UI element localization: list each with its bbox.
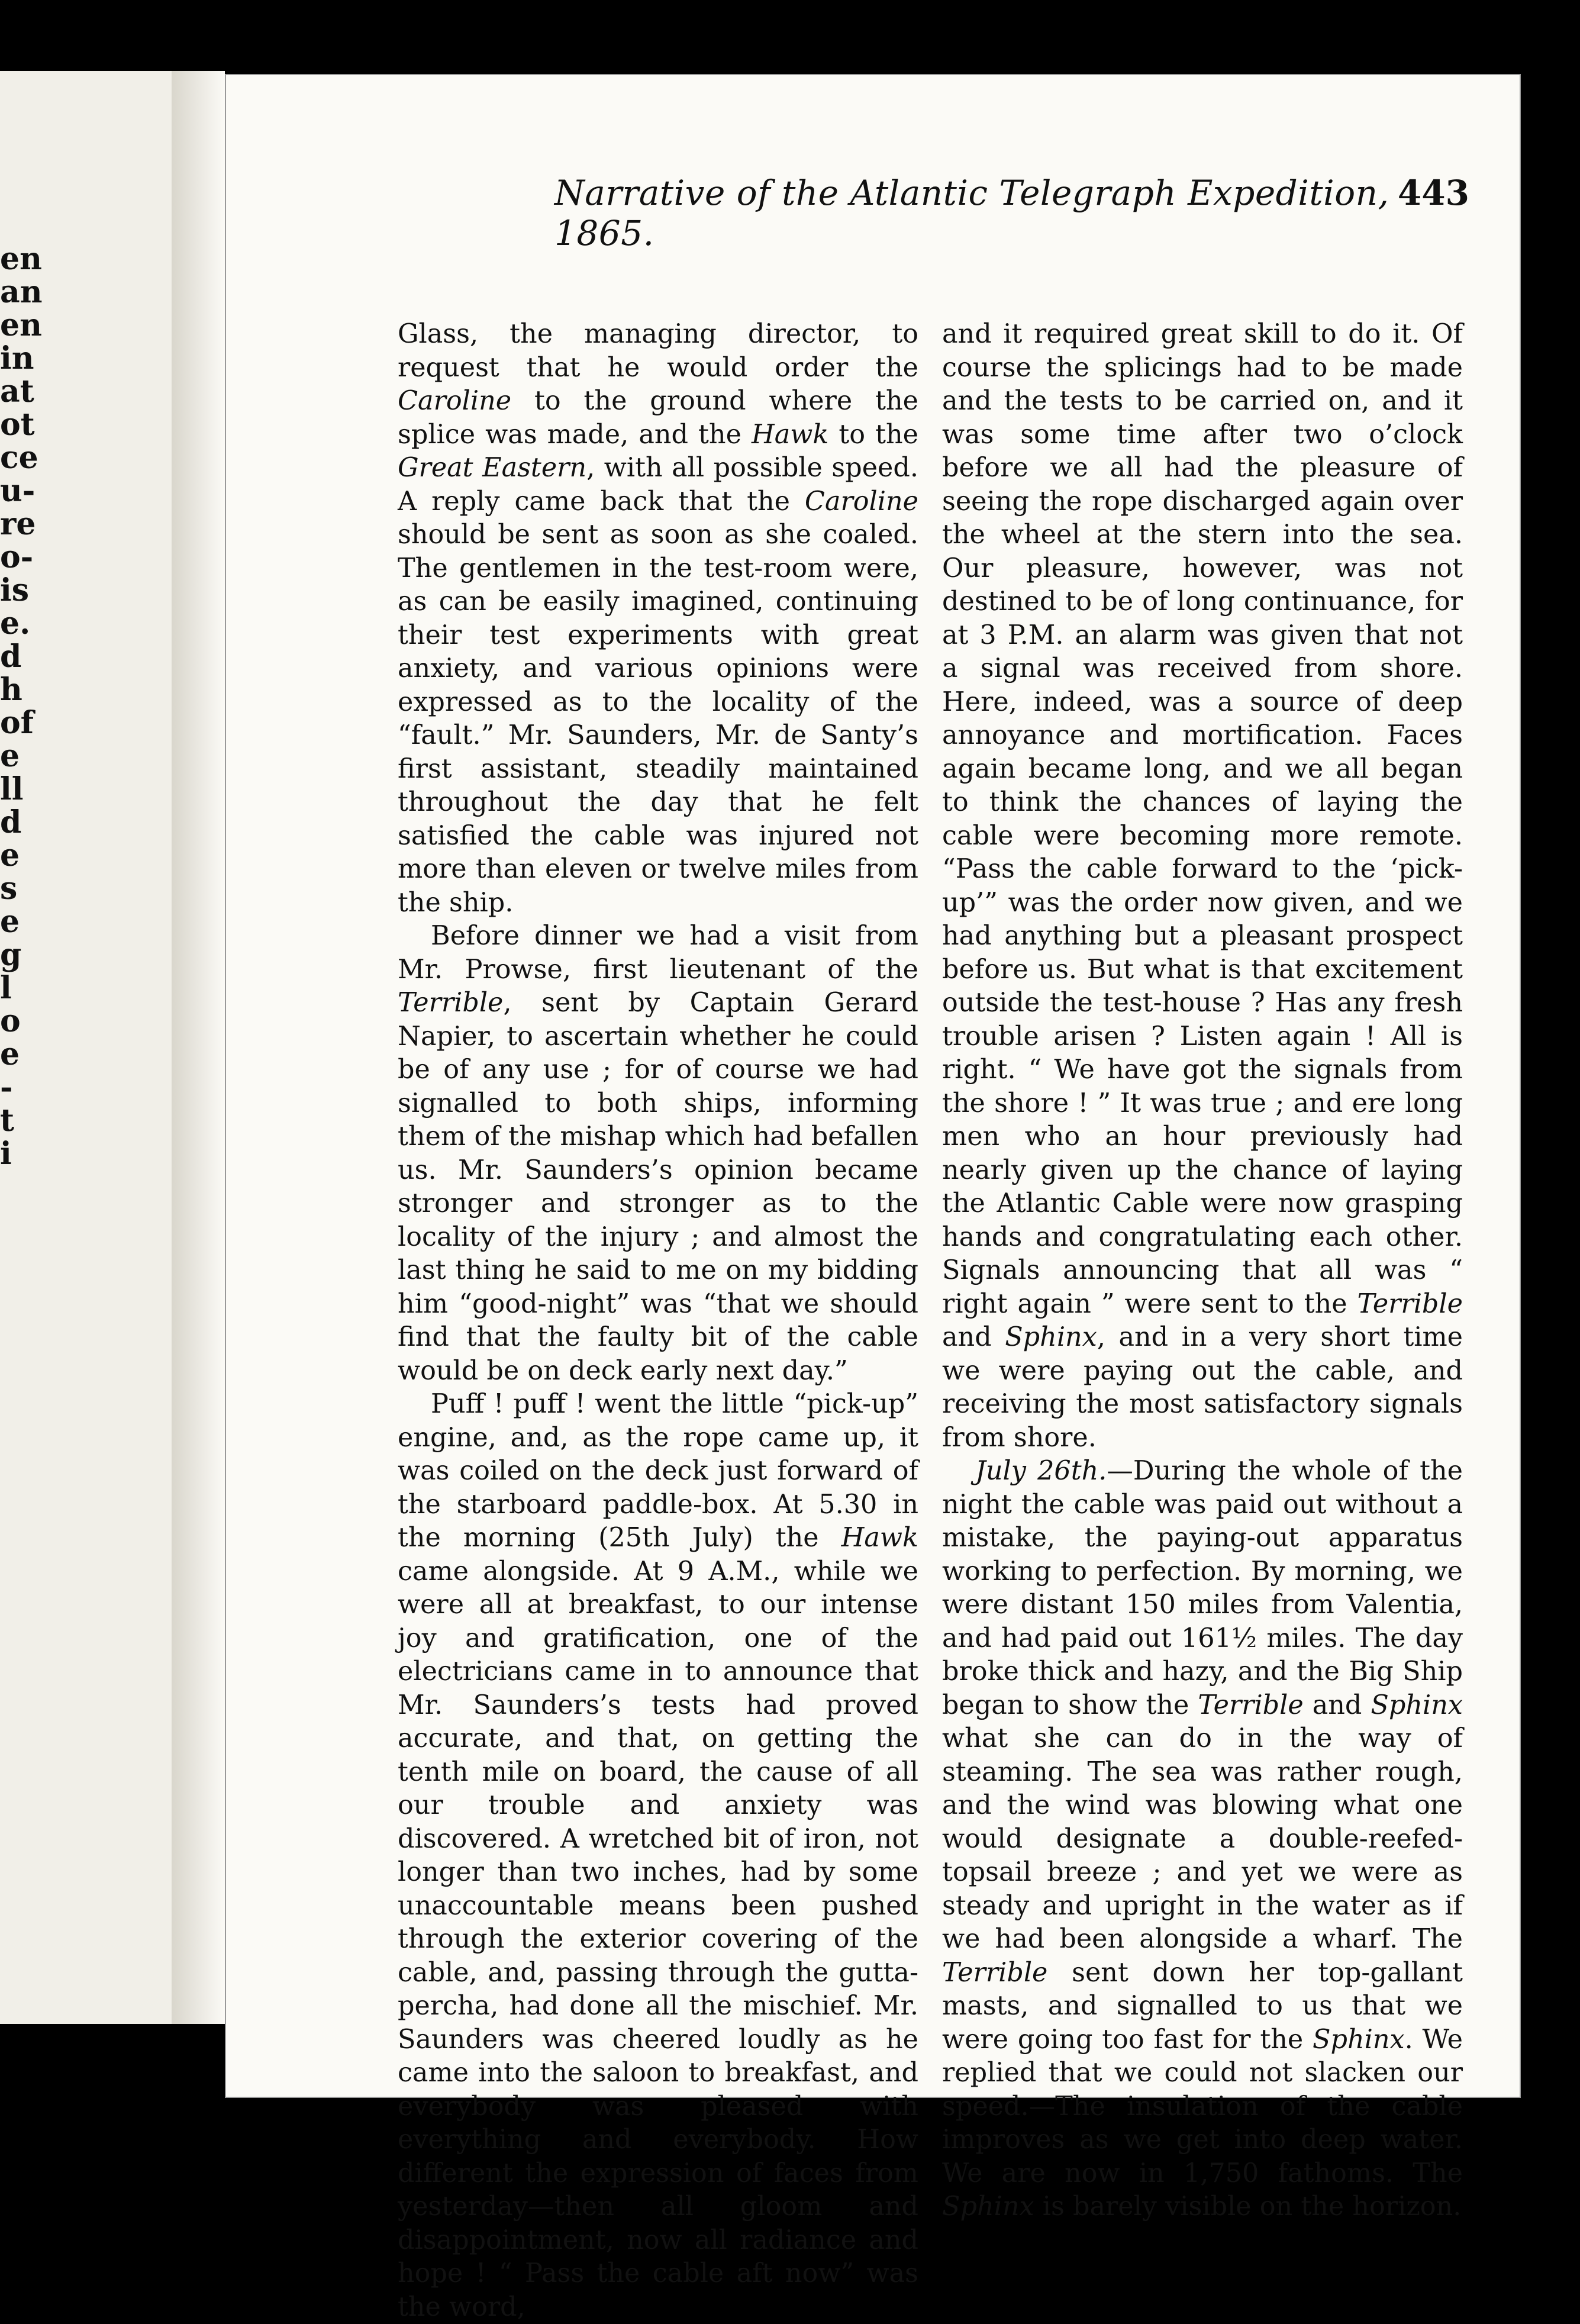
facing-page-fragment: d: [0, 804, 22, 840]
paragraph: [398, 318, 918, 920]
page-header: [554, 173, 1469, 253]
running-title: Narrative of the Atlantic Telegraph Expedition, 1865.: [554, 173, 1389, 253]
facing-page-fragment: h: [0, 672, 22, 708]
text-run: , and in a very short time we were paying out the cable, and receiving the most satisfactory signals from shore.: [942, 1322, 1463, 1453]
facing-page-fragment: d: [0, 639, 22, 675]
italic-text: Sphinx: [1005, 1322, 1097, 1352]
facing-page-fragment: e: [0, 837, 20, 873]
facing-page-fragment: at: [0, 373, 34, 410]
paragraph: [942, 1455, 1463, 2224]
italic-text: Caroline: [804, 486, 918, 517]
facing-page-fragment: of: [0, 705, 34, 741]
text-run: Glass, the managing director, to request that he would order the: [398, 319, 918, 383]
facing-page-fragment: re: [0, 506, 36, 542]
facing-page-fragment: an: [0, 274, 43, 310]
italic-text: Terrible: [1198, 1690, 1304, 1720]
italic-text: Hawk: [751, 419, 829, 450]
italic-text: Sphinx: [1371, 1690, 1463, 1720]
facing-page-fragment: o: [0, 1003, 21, 1039]
facing-page-fragment: ce: [0, 440, 38, 476]
facing-page-fragment: in: [0, 340, 34, 376]
italic-text: Hawk: [841, 1523, 918, 1553]
text-run: , with all possible speed. A reply came back that the: [398, 453, 919, 517]
facing-page-fragment: ll: [0, 771, 24, 807]
text-column-left: [398, 318, 918, 2324]
facing-page-fragment: o-: [0, 539, 34, 575]
italic-text: Sphinx: [942, 2191, 1034, 2222]
book-gutter: [172, 71, 225, 2024]
text-run: sent down her top-gallant masts, and signalled to us that we were going too fast for the: [942, 1957, 1463, 2055]
text-run: . We replied that we could not slacken our speed.—The insulation of the cable improves as we get into deep water. We are now in 1,750 fathoms. The: [942, 2024, 1463, 2188]
page-number: 443: [1397, 173, 1469, 213]
facing-page-fragment: u-: [0, 473, 36, 509]
paragraph: [942, 318, 1463, 1455]
paragraph: [398, 1388, 918, 2324]
text-run: and: [1303, 1690, 1371, 1720]
italic-text: July 26th.: [975, 1456, 1107, 1486]
text-run: and: [942, 1322, 1005, 1352]
text-run: what she can do in the way of steaming. The sea was rather rough, and the wind was blowing what one would designate a double-reefed-topsail breeze ; and yet we were as steady and upright in the water as if we had been alongside a wharf. The: [942, 1723, 1463, 1954]
text-run: should be sent as soon as she coaled. The gentlemen in the test-room were, as can be easily imagined, continuing their test experiments with great anxiety, and various opinions were expressed as to the locality of the “fault.” Mr. Saunders, Mr. de Santy’s first assistant, steadily maintained throughout the day that he felt satisfied the cable was injured not more than eleven or twelve miles from the ship.: [398, 520, 918, 918]
italic-text: Caroline: [398, 386, 512, 416]
facing-page-fragment: e: [0, 738, 20, 774]
facing-page-fragment: i: [0, 1136, 12, 1172]
facing-page-fragment: -: [0, 1069, 13, 1105]
book-page: [225, 74, 1521, 2322]
italic-text: Terrible: [1357, 1288, 1463, 1319]
text-run: to the: [828, 419, 918, 450]
text-run: to the ground where the splice was made, and the: [398, 386, 918, 450]
italic-text: Sphinx: [1313, 2024, 1405, 2055]
facing-page-fragment: is: [0, 572, 30, 608]
text-run: and it required great skill to do it. Of course the splicings had to be made and the tests to be carried on, and it was some time after two o’clock before we all had the pleasure of seeing the rope discharged again over the wheel at the stern into the sea. Our pleasure, however, was not destined to be of long continuance, for at 3 P.M. an alarm was given that not a signal was received from shore. Here, indeed, was a source of deep annoyance and mortification. Faces again became long, and we all began to think the chances of laying the cable were becoming more remote. “Pass the cable forward to the ‘pick-up’” was the order now given, and we had anything but a pleasant prospect before us. But what is that excitement outside the test-house ? Has any fresh trouble arisen ? Listen again ! All is right. “ We have got the signals from the shore ! ” It was true ; and ere long men who an hour previously had nearly given up the chance of laying the Atlantic Cable were now grasping hands and congratulating each other. Signals announcing that all was “ right again ” were sent to the: [942, 319, 1463, 1319]
facing-page-fragment: en: [0, 307, 42, 343]
facing-page-fragment: e: [0, 904, 20, 940]
italic-text: Great Eastern: [398, 453, 587, 483]
facing-page-fragment: g: [0, 937, 22, 973]
text-run: came alongside. At 9 A.M., while we were all at breakfast, to our intense joy and gratification, one of the electricians came in to announce that Mr. Saunders’s tests had proved accurate, and that, on getting the tenth mile on board, the cause of all our trouble and anxiety was discovered. A wretched bit of iron, not longer than two inches, had by some unaccountable means been pushed through the exterior covering of the cable, and, passing through the gutta-percha, had done all the mischief. Mr. Saunders was cheered loudly as he came into the saloon to breakfast, and everybody was pleased with everything and everybody. How different the expression of faces from yesterday—then all gloom and disappointment, now all radiance and hope ! “ Pass the cable aft now” was the word,: [398, 1556, 918, 2322]
italic-text: Terrible: [398, 988, 504, 1018]
text-run: Puff ! puff ! went the little “pick-up” engine, and, as the rope came up, it was coiled on the deck just forward of the starboard paddle-box. At 5.30 in the morning (25th July) the: [398, 1389, 918, 1553]
facing-page-fragment: e: [0, 1036, 20, 1072]
facing-page-fragment: en: [0, 241, 42, 277]
facing-page-text-fragments: [0, 241, 43, 1172]
facing-page-fragment: e.: [0, 605, 31, 642]
facing-page-fragment: ot: [0, 407, 35, 443]
text-run: Before dinner we had a visit from Mr. Prowse, first lieutenant of the: [398, 921, 918, 985]
facing-page-fragment: l: [0, 970, 12, 1006]
text-run: , sent by Captain Gerard Napier, to ascertain whether he could be of any use ; for of course we had signalled to both ships, informing them of the mishap which had befallen us. Mr. Saunders’s opinion became stronger and stronger as to the locality of the injury ; and almost the last thing he said to me on my bidding him “good-night” was “that we should find that the faulty bit of the cable would be on deck early next day.”: [398, 988, 918, 1386]
facing-page-fragment: t: [0, 1103, 15, 1139]
facing-page-fragment: s: [0, 871, 18, 907]
facing-page: [0, 71, 178, 2024]
text-run: is barely visible on the horizon.: [1034, 2191, 1462, 2222]
italic-text: Terrible: [942, 1957, 1048, 1988]
text-column-right: [942, 318, 1463, 2224]
text-run: —During the whole of the night the cable was paid out without a mistake, the paying-out apparatus working to perfection. By morning, we were distant 150 miles from Valentia, and had paid out 161½ miles. The day broke thick and hazy, and the Big Ship began to show the: [942, 1456, 1463, 1720]
paragraph: [398, 920, 918, 1388]
